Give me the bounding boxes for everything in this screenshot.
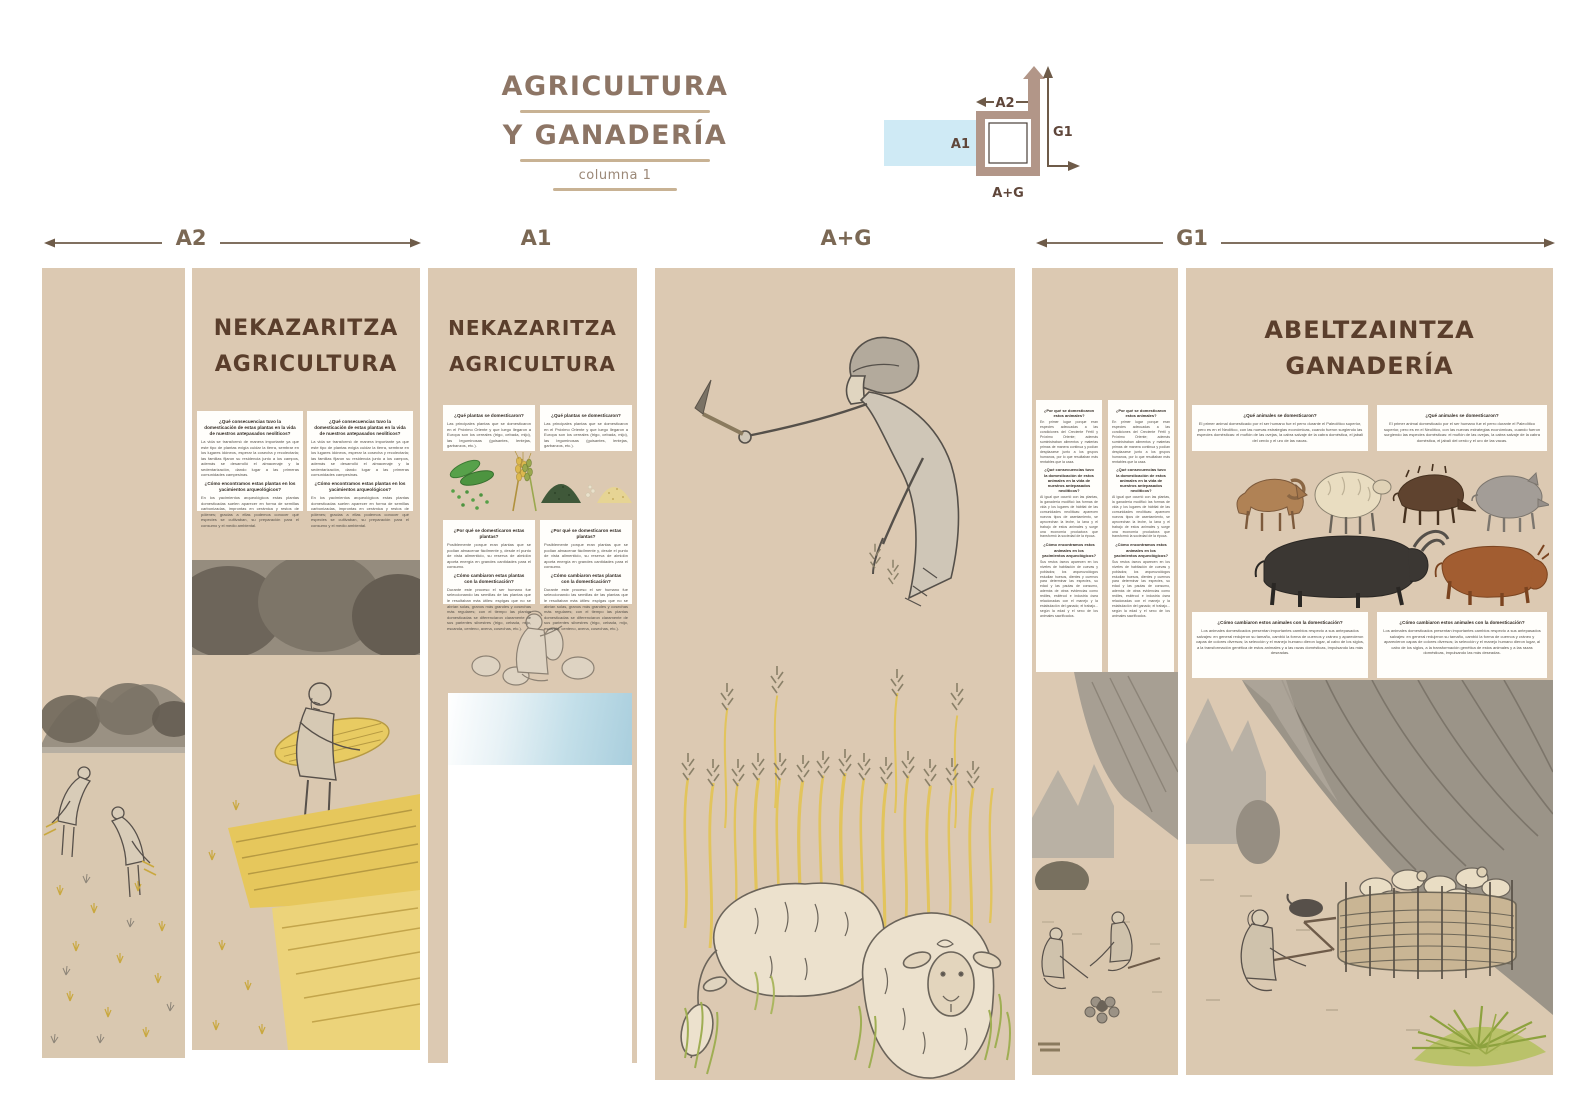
a2-dimension-arrow	[44, 236, 421, 250]
plan-label-ag: A+G	[992, 186, 1024, 201]
panel-title-spanish: AGRICULTURA	[214, 352, 398, 377]
text-block: ¿Qué plantas se domesticaron? Las principales plantas que se domesticaron en el Próximo Oriente y que luego llegaron a Europa son los cereales (trigo, cebada, mijo), las leguminosas (guisantes, lentejas, garbanzos, etc.).	[443, 405, 535, 451]
panel-title-spanish: GANADERÍA	[1285, 352, 1454, 380]
text-block: ¿Cómo cambiaron estos animales con la domesticación? Los animales domesticados presentan importantes cambios respecto a sus antepasados salvajes: en general redujeron su tamaño, cambió la forma de cuernos y cráneo y aparecieron capas de colores diversos; la selección y el manejo humano dieron lugar, al cabo de los siglos, a la transformación genética de estos animales y a las razas domésticas, impulsando las más deseadas.	[1192, 612, 1368, 678]
panel-a2-right	[192, 268, 420, 1050]
panel-a1-left-rail	[428, 693, 448, 1063]
text-block: ¿Por qué se domesticaron estas plantas? Posiblemente porque eran plantas que se podían almacenar fácilmente y, desde el punto de vista alimenticio, su reserva de almidón aporta energía en grandes cantidades para el consumo. ¿Cómo cambiaron estas plantas con la domesticación? Durante este proceso el ser humano fue seleccionando las semillas de las plantas que le resultaban más útiles: espigas que no se abrían solas, granos más grandes y cosechas más regulares; con el tiempo las plantas domesticadas se diferenciaron claramente de sus parientes silvestres (trigo, cebada, mijo, escanda, centeno, avena, cosechas, etc.).	[540, 520, 632, 604]
dimension-label-a1: A1	[520, 226, 552, 250]
harvest-scene-right-illustration	[192, 560, 420, 1050]
text-block: ¿Por qué se domesticaron estos animales? En primer lugar porque eran especies adecuadas a las condiciones del Creciente Fértil y Próximo Oriente; además suministraban alimentos y materias primas de manera continua y podían desplazarse junto a los grupos humanos, por lo que resultaban más rentables que la caza. ¿Qué consecuencias tuvo la domesticación de estos animales en la vida de nuestros antepasados neolíticos? Al igual que ocurrió con las plantas, la ganadería modificó las formas de vida y los lugares de hábitat de las comunidades neolíticas: aparecen nuevos tipos de asentamiento, se aprovechan la leche, la lana y el trabajo de estos animales y surge una economía productora que transformó la sociedad de la época. ¿Cómo encontramos estos animales en los yacimientos arqueológicos? Sus restos óseos aparecen en los niveles de habitación de cuevas y poblados; los arqueozoólogos estudian huesos, dientes y cuernos para determinar las especies, su edad y las pautas de consumo, además de otras evidencias como rediles, estiércol e industria ósea relacionadas con el manejo y la estabulación del ganado; el trabajo... según la edad y el sexo de los animales sacrificados.	[1036, 400, 1102, 672]
floor-plan-diagram	[858, 66, 1080, 208]
text-block: ¿Cómo cambiaron estos animales con la domesticación? Los animales domesticados presentan importantes cambios respecto a sus antepasados salvajes: en general redujeron su tamaño, cambió la forma de cuernos y cráneo y aparecieron capas de colores diversos; la selección y el manejo humano dieron lugar, al cabo de los siglos, a la transformación genética de estos animales y a las razas domésticas, impulsando las más deseadas.	[1377, 612, 1547, 678]
dimension-label-a2: A2	[162, 226, 220, 250]
panel-title-spanish: AGRICULTURA	[449, 352, 616, 376]
panel-a1-right-rail	[632, 693, 637, 1063]
g1-dimension-arrow	[1036, 236, 1555, 250]
dimension-label-g1: G1	[1163, 226, 1221, 250]
woman-harvesting-and-sheep-illustration	[655, 268, 1015, 1080]
text-block: ¿Qué consecuencias tuvo la domesticación de estas plantas en la vida de nuestros antepasados neolíticos? La vida se transformó de manera importante ya que este tipo de plantas exigía cuidar la tierra, sembrar en los lugares idóneos, esperar la cosecha y recolectarla; las familias fijaron su residencia junto a los campos, además se desarrolló el almacenaje y la sedentarización, dando lugar a las primeras comunidades campesinas. ¿Cómo encontramos estas plantas en los yacimientos arqueológicos? En los yacimientos arqueológicos estas plantas domesticadas suelen aparecer en forma de semillas carbonizadas, improntas en cerámica y restos de pólenes; gracias a ellas podemos conocer qué especies se cultivaban, su preparación para el consumo y el medio ambiental.	[307, 411, 413, 511]
mouflon	[1237, 479, 1307, 531]
text-block: ¿Por qué se domesticaron estos animales? En primer lugar porque eran especies adecuadas a las condiciones del Creciente Fértil y Próximo Oriente; además suministraban alimentos y materias primas de manera continua y podían desplazarse junto a los grupos humanos, por lo que resultaban más rentables que la caza. ¿Qué consecuencias tuvo la domesticación de estos animales en la vida de nuestros antepasados neolíticos? Al igual que ocurrió con las plantas, la ganadería modificó las formas de vida y los lugares de hábitat de las comunidades neolíticas: aparecen nuevos tipos de asentamiento, se aprovechan la leche, la lana y el trabajo de estos animales y surge una economía productora que transformó la sociedad de la época. ¿Cómo encontramos estos animales en los yacimientos arqueológicos? Sus restos óseos aparecen en los niveles de habitación de cuevas y poblados; los arqueozoólogos estudian huesos, dientes y cuernos para determinar las especies, su edad y las pautas de consumo, además de otras evidencias como rediles, estiércol e industria ósea relacionadas con el manejo y la estabulación del ganado; el trabajo... según la edad y el sexo de los animales sacrificados.	[1108, 400, 1174, 672]
aurochs	[1256, 531, 1448, 608]
domesticated-plants-illustration	[443, 451, 632, 515]
vitrine-opening	[448, 765, 632, 1063]
lentil-pile	[541, 484, 581, 503]
domestic-cow	[1436, 545, 1549, 606]
harvest-scene-left-illustration	[42, 645, 185, 1058]
g1-arrow-right	[1068, 161, 1080, 171]
pea-pods	[448, 457, 495, 510]
woman-harvesting	[695, 337, 959, 606]
cave-camp-illustration	[1032, 672, 1178, 1075]
grain-pile	[597, 487, 632, 503]
front-facing-sheep	[863, 913, 1003, 1078]
g1-arrow-up	[1043, 66, 1053, 78]
domestic-pig	[1472, 473, 1549, 532]
wild-boar	[1394, 464, 1477, 525]
panel-a1	[428, 268, 637, 1063]
panel-g1-right	[1186, 268, 1553, 1075]
domestic-sheep	[1315, 472, 1391, 534]
title-divider	[520, 110, 710, 113]
plan-label-g1: G1	[1053, 125, 1073, 140]
wall-arrow-up	[1023, 66, 1045, 79]
panel-a-plus-g	[655, 268, 1015, 1080]
text-block: ¿Qué animales se domesticaron? El primer animal domesticado por el ser humano fue el perro durante el Paleolítico superior, pero es en el Neolítico, con las nuevas estrategias económicas, cuando fueron surgiendo las especies domésticas: el muflón de las ovejas, la cabra salvaje de la cabra doméstica, el jabalí del cerdo y el uro de las vacas.	[1377, 405, 1547, 451]
plan-label-a1: A1	[950, 137, 970, 152]
text-block: ¿Qué animales se domesticaron? El primer animal domesticado por el ser humano fue el perro durante el Paleolítico superior, pero es en el Neolítico, con las nuevas estrategias económicas, cuando fueron surgiendo las especies domésticas: el muflón de las ovejas, la cabra salvaje de la cabra doméstica, el jabalí del cerdo y el uro de las vacas.	[1192, 405, 1368, 451]
text-block: ¿Qué plantas se domesticaron? Las principales plantas que se domesticaron en el Próximo Oriente y que luego llegaron a Europa son los cereales (trigo, cebada, mijo), las leguminosas (guisantes, lentejas, garbanzos, etc.).	[540, 405, 632, 451]
title-line-2: Y GANADERÍA	[502, 119, 728, 151]
subtitle-divider	[553, 188, 677, 191]
panel-title-basque: NEKAZARITZA	[213, 316, 399, 341]
cave-sheepfold-illustration	[1186, 680, 1553, 1075]
small-seeds	[586, 485, 595, 497]
dimension-label-ag: A+G	[820, 226, 872, 250]
vitrine-glass-strip	[448, 693, 632, 765]
wheat-ears	[513, 451, 536, 511]
text-block: ¿Qué consecuencias tuvo la domesticación de estas plantas en la vida de nuestros antepasados neolíticos? La vida se transformó de manera importante ya que este tipo de plantas exigía cuidar la tierra, sembrar en los lugares idóneos, esperar la cosecha y recolectarla; las familias fijaron su residencia junto a los campos, además se desarrolló el almacenaje y la sedentarización, dando lugar a las primeras comunidades campesinas. ¿Cómo encontramos estas plantas en los yacimientos arqueológicos? En los yacimientos arqueológicos estas plantas domesticadas suelen aparecer en forma de semillas carbonizadas, improntas en cerámica y restos de pólenes; gracias a ellas podemos conocer qué especies se cultivaban, su preparación para el consumo y el medio ambiental.	[197, 411, 303, 511]
plan-label-a2: A2	[995, 96, 1015, 111]
sheep-pair	[676, 883, 1002, 1078]
panel-a2-left	[42, 268, 185, 1058]
panel-g1-left	[1032, 268, 1178, 1075]
panel-title-basque: ABELTZAINTZA	[1264, 316, 1475, 344]
grazing-sheep	[676, 883, 884, 1059]
column-subtitle: columna 1	[578, 167, 652, 183]
text-block: ¿Por qué se domesticaron estas plantas? Posiblemente porque eran plantas que se podían almacenar fácilmente y, desde el punto de vista alimenticio, su reserva de almidón aporta energía en grandes cantidades para el consumo. ¿Cómo cambiaron estas plantas con la domesticación? Durante este proceso el ser humano fue seleccionando las semillas de las plantas que le resultaban más útiles: espigas que no se abrían solas, granos más grandes y cosechas más regulares; con el tiempo las plantas domesticadas se diferenciaron claramente de sus parientes silvestres (trigo, cebada, mijo, escanda, centeno, avena, cosechas, etc.).	[443, 520, 535, 604]
title-divider	[520, 159, 710, 162]
panel-title-basque: NEKAZARITZA	[448, 316, 617, 340]
sleeping-dog	[1289, 899, 1323, 917]
title-line-1: AGRICULTURA	[501, 71, 729, 102]
page-title	[455, 70, 775, 197]
domesticated-animals-illustration	[1190, 455, 1549, 608]
wall-extension	[1028, 78, 1040, 112]
